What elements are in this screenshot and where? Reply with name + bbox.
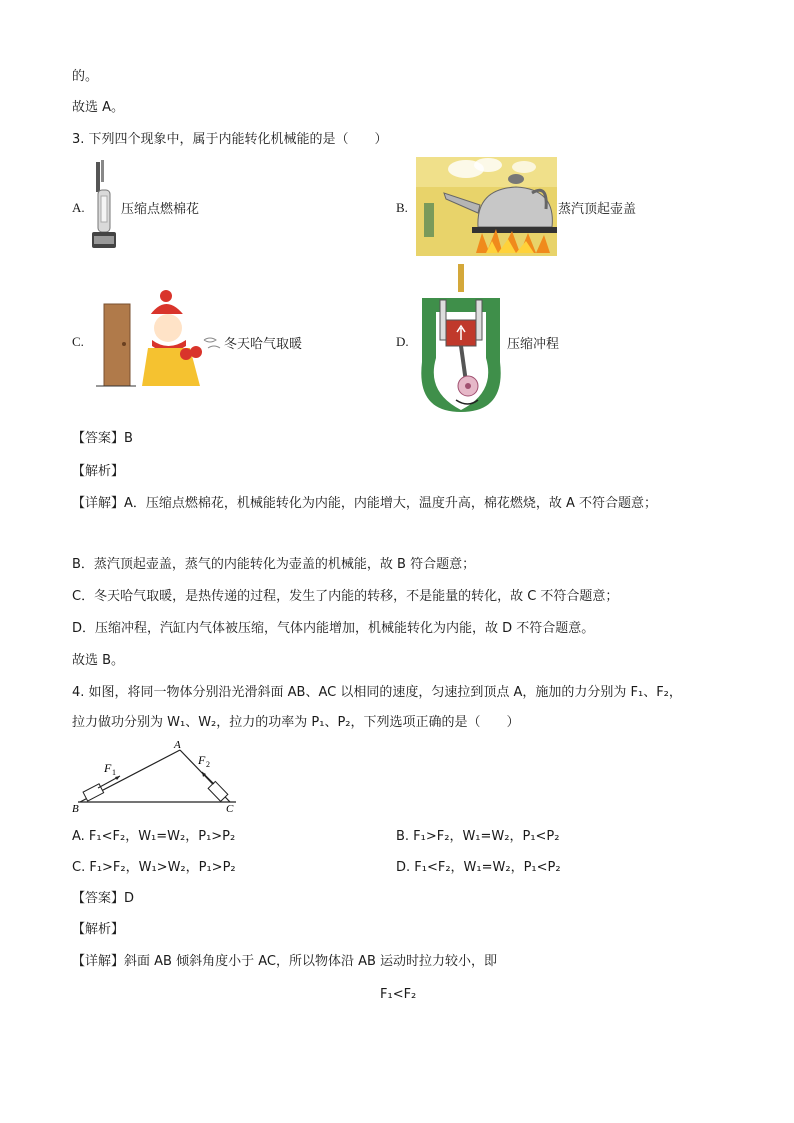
force-f2-label: F <box>198 753 206 767</box>
q3-option-b-letter: B. <box>396 200 408 215</box>
q4-detail: 【详解】斜面 AB 倾斜角度小于 AC，所以物体沿 AB 运动时拉力较小，即 <box>72 954 498 969</box>
force-f1-subscript: 1 <box>112 768 116 777</box>
compression-igniter-image <box>90 160 118 252</box>
q4-option-a: A. F₁<F₂，W₁=W₂，P₁>P₂ <box>72 829 236 844</box>
vertex-c-label: C <box>226 803 234 812</box>
q3-detail-b: B．蒸汽顶起壶盖，蒸气的内能转化为壶盖的机械能，故 B 符合题意； <box>72 557 476 572</box>
q4-answer: 【答案】D <box>72 891 135 906</box>
q3-option-d-letter: D. <box>396 334 409 349</box>
vertex-b-label: B <box>72 803 79 812</box>
engine-compression-stroke-image <box>416 262 506 414</box>
q3-detail-c: C．冬天哈气取暖，是热传递的过程，发生了内能的转移，不是能量的转化，故 C 不符合题意； <box>72 589 619 604</box>
q3-option-a-letter: A. <box>72 200 85 215</box>
q3-option-c-text: 冬天哈气取暖 <box>224 337 303 352</box>
q3-select: 故选 B。 <box>72 653 125 668</box>
q4-analysis-heading: 【解析】 <box>72 922 125 937</box>
q4-option-d: D. F₁<F₂，W₁=W₂，P₁<P₂ <box>396 860 561 875</box>
text-line-select-a: 故选 A。 <box>72 100 125 115</box>
q3-analysis-heading: 【解析】 <box>72 464 125 479</box>
girl-breathing-image <box>96 288 236 388</box>
vertex-a-label: A <box>174 740 181 751</box>
incline-diagram <box>70 740 250 812</box>
q3-answer: 【答案】B <box>72 431 133 446</box>
question-4-stem-2: 拉力做功分别为 W₁、W₂，拉力的功率为 P₁、P₂，下列选项正确的是（ ） <box>72 715 520 730</box>
q4-option-b: B. F₁>F₂，W₁=W₂，P₁<P₂ <box>396 829 560 844</box>
q3-detail-d: D．压缩冲程，汽缸内气体被压缩，气体内能增加，机械能转化为内能，故 D 不符合题意。 <box>72 621 595 636</box>
q3-option-b-text: 蒸汽顶起壶盖 <box>558 202 637 217</box>
q4-equation: F₁<F₂ <box>380 987 417 1002</box>
text-line-continuation: 的。 <box>72 69 99 84</box>
force-f1-label: F <box>104 761 112 775</box>
force-f2-subscript: 2 <box>206 760 210 769</box>
q3-detail-a: 【详解】A．压缩点燃棉花，机械能转化为内能，内能增大，温度升高，棉花燃烧，故 A 不符合题意； <box>72 496 658 511</box>
q4-option-c: C. F₁>F₂，W₁>W₂，P₁>P₂ <box>72 860 236 875</box>
question-4-stem-1: 4. 如图，将同一物体分别沿光滑斜面 AB、AC 以相同的速度，匀速拉到顶点 A，施加的力分别为 F₁、F₂， <box>72 685 682 700</box>
q3-option-c-letter: C. <box>72 334 84 349</box>
q3-option-a-text: 压缩点燃棉花 <box>121 202 200 217</box>
q3-option-d-text: 压缩冲程 <box>507 337 560 352</box>
kettle-steam-image <box>416 157 557 256</box>
question-3-stem: 3. 下列四个现象中，属于内能转化机械能的是（ ） <box>72 132 388 147</box>
